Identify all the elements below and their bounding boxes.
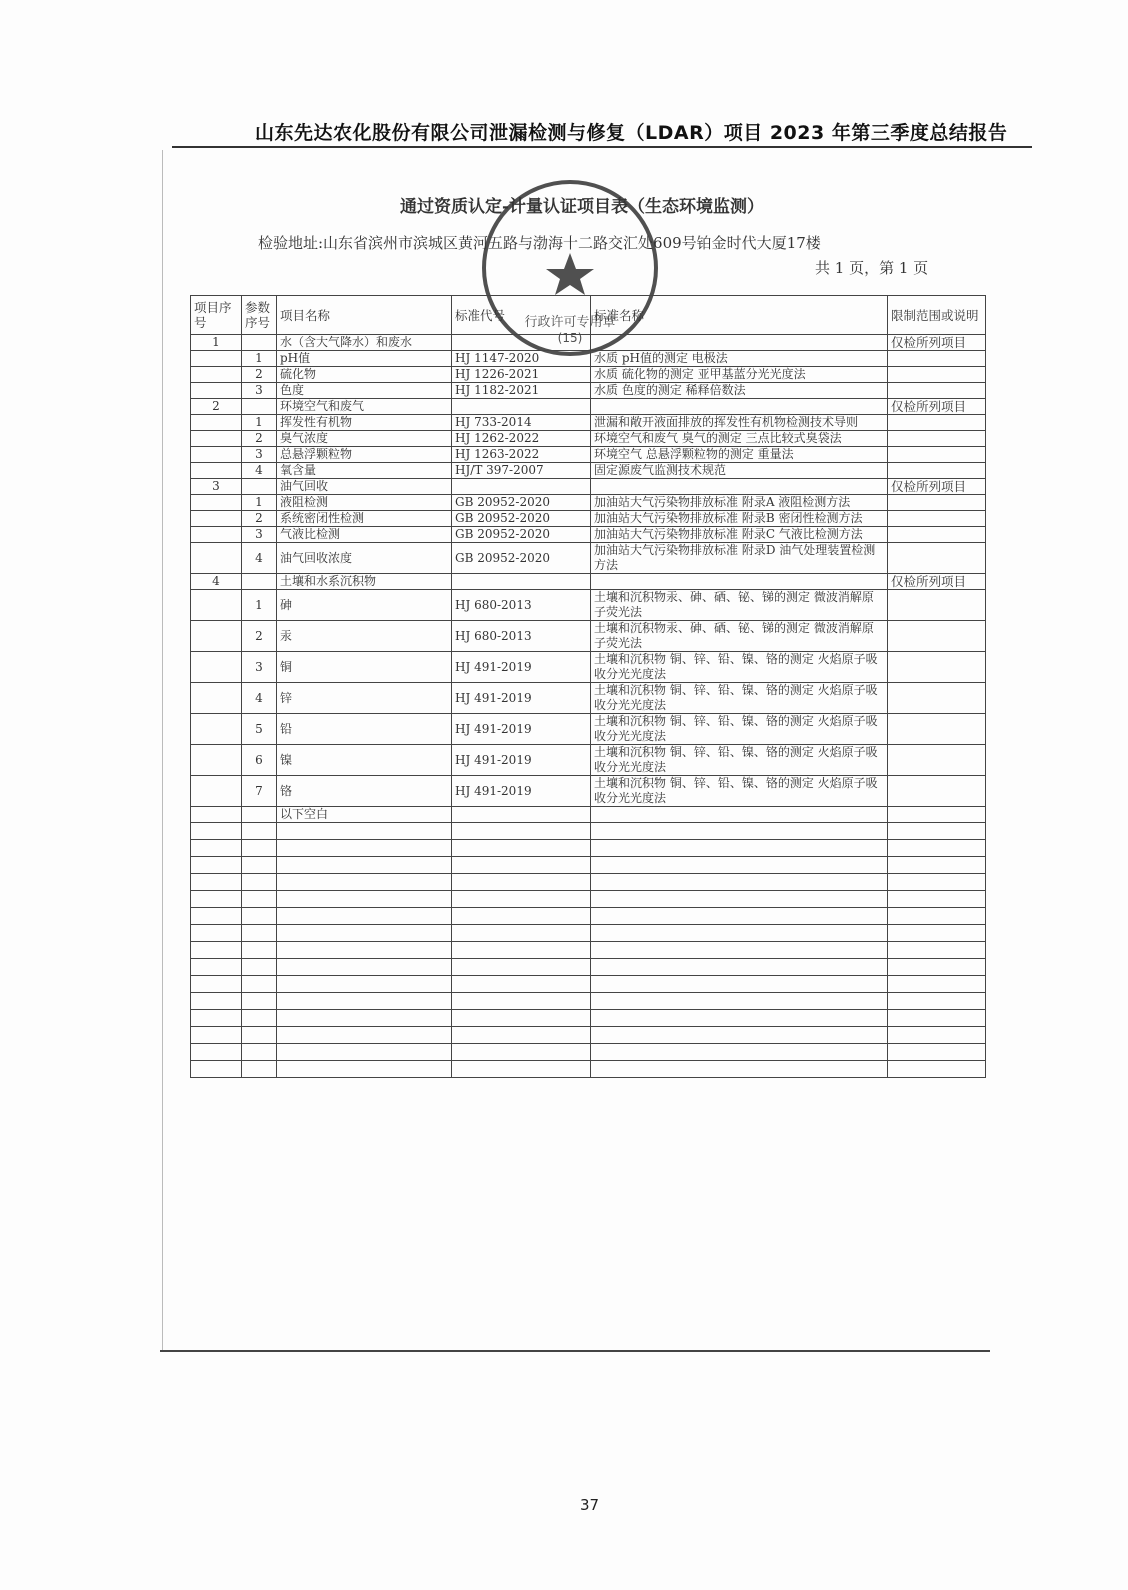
- empty-cell: [888, 840, 986, 857]
- empty-table-row: [191, 976, 986, 993]
- cell-param-no: [242, 399, 277, 415]
- cell-item-name: 系统密闭性检测: [277, 511, 452, 527]
- cell-limit-scope: [888, 351, 986, 367]
- cell-item-no: [191, 463, 242, 479]
- cell-limit-scope: [888, 776, 986, 807]
- cell-param-no: 1: [242, 495, 277, 511]
- cell-item-no: [191, 621, 242, 652]
- empty-cell: [277, 942, 452, 959]
- empty-cell: [242, 908, 277, 925]
- empty-cell: [452, 823, 591, 840]
- cell-standard-name: 环境空气 总悬浮颗粒物的测定 重量法: [591, 447, 888, 463]
- header-item-name: 项目名称: [277, 296, 452, 335]
- cell-item-name: 硫化物: [277, 367, 452, 383]
- cell-standard-code: HJ/T 397-2007: [452, 463, 591, 479]
- empty-cell: [591, 874, 888, 891]
- cell-standard-code: [452, 335, 591, 351]
- cell-standard-code: [452, 399, 591, 415]
- empty-table-row: [191, 925, 986, 942]
- empty-cell: [191, 976, 242, 993]
- header-param-no: 参数序号: [242, 296, 277, 335]
- header-limit-scope: 限制范围或说明: [888, 296, 986, 335]
- cell-item-name: 砷: [277, 590, 452, 621]
- cell-standard-code: HJ 1147-2020: [452, 351, 591, 367]
- table-row: [191, 447, 986, 463]
- table-row: [191, 590, 986, 621]
- cell-standard-name: [591, 807, 888, 823]
- empty-cell: [277, 1044, 452, 1061]
- empty-cell: [591, 840, 888, 857]
- empty-cell: [242, 857, 277, 874]
- cell-standard-code: GB 20952-2020: [452, 543, 591, 574]
- cell-standard-code: HJ 491-2019: [452, 745, 591, 776]
- table-row: [191, 745, 986, 776]
- empty-cell: [591, 1027, 888, 1044]
- cell-item-no: 1: [191, 335, 242, 351]
- cell-standard-name: 土壤和沉积物 铜、锌、铅、镍、铬的测定 火焰原子吸收分光光度法: [591, 652, 888, 683]
- table-row: [191, 415, 986, 431]
- empty-cell: [277, 1061, 452, 1078]
- empty-table-row: [191, 891, 986, 908]
- table-row: [191, 652, 986, 683]
- empty-cell: [277, 925, 452, 942]
- cell-param-no: 5: [242, 714, 277, 745]
- table-row: [191, 383, 986, 399]
- cell-item-no: [191, 745, 242, 776]
- cell-item-no: [191, 511, 242, 527]
- cell-standard-code: GB 20952-2020: [452, 495, 591, 511]
- cell-item-name: 气液比检测: [277, 527, 452, 543]
- cell-item-no: [191, 415, 242, 431]
- empty-cell: [191, 925, 242, 942]
- cell-item-name: 油气回收浓度: [277, 543, 452, 574]
- cell-limit-scope: [888, 745, 986, 776]
- empty-cell: [277, 840, 452, 857]
- empty-cell: [277, 908, 452, 925]
- cell-limit-scope: [888, 807, 986, 823]
- cell-limit-scope: [888, 511, 986, 527]
- empty-table-row: [191, 942, 986, 959]
- empty-cell: [242, 1010, 277, 1027]
- empty-cell: [452, 993, 591, 1010]
- cell-limit-scope: 仅检所列项目: [888, 574, 986, 590]
- cell-limit-scope: [888, 590, 986, 621]
- cell-item-name: 镍: [277, 745, 452, 776]
- empty-cell: [191, 1010, 242, 1027]
- cell-standard-name: 水质 色度的测定 稀释倍数法: [591, 383, 888, 399]
- empty-cell: [888, 1027, 986, 1044]
- cell-param-no: 2: [242, 511, 277, 527]
- empty-cell: [277, 823, 452, 840]
- empty-cell: [591, 1010, 888, 1027]
- scan-edge-line: [162, 150, 163, 1350]
- empty-table-row: [191, 1061, 986, 1078]
- cell-param-no: 2: [242, 621, 277, 652]
- empty-cell: [591, 925, 888, 942]
- cell-limit-scope: [888, 431, 986, 447]
- cell-item-no: [191, 543, 242, 574]
- empty-cell: [191, 823, 242, 840]
- empty-cell: [888, 1061, 986, 1078]
- empty-cell: [591, 1044, 888, 1061]
- cell-standard-name: 加油站大气污染物排放标准 附录A 液阻检测方法: [591, 495, 888, 511]
- cell-limit-scope: [888, 621, 986, 652]
- empty-cell: [591, 942, 888, 959]
- empty-cell: [888, 942, 986, 959]
- cell-item-name: pH值: [277, 351, 452, 367]
- cell-standard-code: HJ 1263-2022: [452, 447, 591, 463]
- cell-item-name: 以下空白: [277, 807, 452, 823]
- empty-cell: [277, 993, 452, 1010]
- cell-item-no: [191, 683, 242, 714]
- cell-item-name: 铜: [277, 652, 452, 683]
- cell-standard-code: HJ 1182-2021: [452, 383, 591, 399]
- empty-cell: [191, 874, 242, 891]
- empty-cell: [591, 823, 888, 840]
- empty-cell: [452, 857, 591, 874]
- cell-standard-code: HJ 491-2019: [452, 683, 591, 714]
- cell-standard-code: [452, 574, 591, 590]
- report-header: 山东先达农化股份有限公司泄漏检测与修复（LDAR）项目 2023 年第三季度总结报告: [255, 122, 1008, 144]
- empty-cell: [452, 1027, 591, 1044]
- table-row: [191, 479, 986, 495]
- document-title: 通过资质认定-计量认证项目表（生态环境监测）: [400, 197, 765, 217]
- table-row: [191, 543, 986, 574]
- table-row: [191, 714, 986, 745]
- cell-standard-name: 水质 硫化物的测定 亚甲基蓝分光光度法: [591, 367, 888, 383]
- cell-item-name: 水（含大气降水）和废水: [277, 335, 452, 351]
- empty-cell: [191, 1027, 242, 1044]
- table-row: [191, 807, 986, 823]
- cell-item-no: 2: [191, 399, 242, 415]
- empty-cell: [191, 1044, 242, 1061]
- cell-standard-name: 土壤和沉积物 铜、锌、铅、镍、铬的测定 火焰原子吸收分光光度法: [591, 745, 888, 776]
- cell-limit-scope: 仅检所列项目: [888, 479, 986, 495]
- cell-item-no: [191, 383, 242, 399]
- cell-item-name: 油气回收: [277, 479, 452, 495]
- cell-param-no: 3: [242, 383, 277, 399]
- cell-limit-scope: 仅检所列项目: [888, 335, 986, 351]
- cell-param-no: [242, 807, 277, 823]
- header-divider: [172, 146, 1032, 148]
- cell-item-no: [191, 367, 242, 383]
- empty-cell: [277, 959, 452, 976]
- empty-cell: [277, 891, 452, 908]
- cell-standard-code: HJ 680-2013: [452, 621, 591, 652]
- empty-cell: [452, 1061, 591, 1078]
- empty-cell: [452, 874, 591, 891]
- empty-cell: [191, 891, 242, 908]
- empty-table-row: [191, 1027, 986, 1044]
- empty-cell: [591, 959, 888, 976]
- cell-param-no: 1: [242, 415, 277, 431]
- cell-item-name: 氧含量: [277, 463, 452, 479]
- empty-cell: [888, 993, 986, 1010]
- cell-item-no: [191, 652, 242, 683]
- cell-param-no: 3: [242, 652, 277, 683]
- empty-cell: [591, 908, 888, 925]
- empty-cell: [888, 908, 986, 925]
- empty-cell: [242, 976, 277, 993]
- cell-item-no: [191, 447, 242, 463]
- cell-limit-scope: [888, 367, 986, 383]
- cell-param-no: 4: [242, 543, 277, 574]
- cell-param-no: 4: [242, 463, 277, 479]
- table-row: [191, 574, 986, 590]
- cell-item-name: 铅: [277, 714, 452, 745]
- cell-item-name: 总悬浮颗粒物: [277, 447, 452, 463]
- cell-param-no: [242, 335, 277, 351]
- cell-standard-name: 固定源废气监测技术规范: [591, 463, 888, 479]
- cell-standard-name: 环境空气和废气 臭气的测定 三点比较式臭袋法: [591, 431, 888, 447]
- cell-standard-name: 水质 pH值的测定 电极法: [591, 351, 888, 367]
- empty-table-row: [191, 993, 986, 1010]
- empty-cell: [888, 891, 986, 908]
- empty-cell: [277, 1010, 452, 1027]
- cell-standard-code: [452, 807, 591, 823]
- cell-item-name: 环境空气和废气: [277, 399, 452, 415]
- empty-cell: [591, 976, 888, 993]
- cell-item-no: [191, 714, 242, 745]
- empty-cell: [452, 1010, 591, 1027]
- empty-cell: [277, 976, 452, 993]
- empty-cell: [242, 925, 277, 942]
- empty-cell: [242, 891, 277, 908]
- empty-cell: [452, 942, 591, 959]
- cell-standard-name: 加油站大气污染物排放标准 附录B 密闭性检测方法: [591, 511, 888, 527]
- cell-param-no: [242, 479, 277, 495]
- table-row: [191, 621, 986, 652]
- cell-standard-name: 土壤和沉积物 铜、锌、铅、镍、铬的测定 火焰原子吸收分光光度法: [591, 714, 888, 745]
- empty-cell: [452, 959, 591, 976]
- empty-cell: [191, 857, 242, 874]
- cell-standard-name: [591, 335, 888, 351]
- svg-text:行政许可专用章: 行政许可专用章: [524, 315, 616, 330]
- cell-standard-code: GB 20952-2020: [452, 527, 591, 543]
- cell-item-no: 3: [191, 479, 242, 495]
- empty-cell: [888, 823, 986, 840]
- cell-standard-name: 土壤和沉积物汞、砷、硒、铋、锑的测定 微波消解原子荧光法: [591, 590, 888, 621]
- cell-limit-scope: [888, 527, 986, 543]
- empty-cell: [191, 1061, 242, 1078]
- cell-param-no: 3: [242, 527, 277, 543]
- empty-table-row: [191, 874, 986, 891]
- empty-cell: [277, 874, 452, 891]
- table-row: [191, 431, 986, 447]
- empty-cell: [452, 840, 591, 857]
- cell-item-name: 铬: [277, 776, 452, 807]
- cell-item-name: 汞: [277, 621, 452, 652]
- cell-standard-name: 加油站大气污染物排放标准 附录D 油气处理装置检测方法: [591, 543, 888, 574]
- cell-limit-scope: [888, 652, 986, 683]
- cell-standard-code: [452, 479, 591, 495]
- cell-standard-code: HJ 1226-2021: [452, 367, 591, 383]
- empty-cell: [242, 959, 277, 976]
- empty-cell: [242, 840, 277, 857]
- cell-standard-name: 加油站大气污染物排放标准 附录C 气液比检测方法: [591, 527, 888, 543]
- table-row: [191, 683, 986, 714]
- table-row: [191, 776, 986, 807]
- empty-cell: [452, 1044, 591, 1061]
- empty-table-row: [191, 857, 986, 874]
- header-standard-code: 标准代号: [452, 296, 591, 335]
- empty-cell: [591, 1061, 888, 1078]
- cell-standard-name: 土壤和沉积物汞、砷、硒、铋、锑的测定 微波消解原子荧光法: [591, 621, 888, 652]
- empty-cell: [191, 942, 242, 959]
- empty-cell: [191, 840, 242, 857]
- empty-cell: [591, 993, 888, 1010]
- page-count: 共 1 页，第 1 页: [815, 259, 929, 277]
- cell-param-no: 2: [242, 431, 277, 447]
- empty-cell: [591, 891, 888, 908]
- cell-param-no: 1: [242, 590, 277, 621]
- cell-standard-name: [591, 479, 888, 495]
- header-standard-name: 标准名称: [591, 296, 888, 335]
- cell-param-no: 3: [242, 447, 277, 463]
- empty-cell: [452, 925, 591, 942]
- cell-standard-name: 泄漏和敞开液面排放的挥发性有机物检测技术导则: [591, 415, 888, 431]
- empty-cell: [242, 1044, 277, 1061]
- table-header-row: [191, 296, 986, 335]
- empty-cell: [888, 959, 986, 976]
- empty-cell: [242, 1027, 277, 1044]
- inspection-address: 检验地址:山东省滨州市滨城区黄河五路与渤海十二路交汇处609号铂金时代大厦17楼: [258, 234, 821, 252]
- empty-cell: [242, 823, 277, 840]
- cell-standard-code: HJ 680-2013: [452, 590, 591, 621]
- cell-limit-scope: [888, 714, 986, 745]
- empty-cell: [452, 976, 591, 993]
- cell-item-name: 臭气浓度: [277, 431, 452, 447]
- table-row: [191, 399, 986, 415]
- cell-standard-name: [591, 399, 888, 415]
- cell-limit-scope: [888, 415, 986, 431]
- empty-cell: [242, 942, 277, 959]
- empty-cell: [191, 959, 242, 976]
- cell-standard-name: 土壤和沉积物 铜、锌、铅、镍、铬的测定 火焰原子吸收分光光度法: [591, 683, 888, 714]
- empty-table-row: [191, 908, 986, 925]
- empty-cell: [242, 993, 277, 1010]
- page-number: 37: [580, 1496, 600, 1514]
- table-row: [191, 463, 986, 479]
- empty-cell: [452, 891, 591, 908]
- cell-item-no: [191, 807, 242, 823]
- empty-cell: [888, 976, 986, 993]
- table-row: [191, 511, 986, 527]
- table-row: [191, 335, 986, 351]
- empty-table-row: [191, 959, 986, 976]
- cell-param-no: [242, 574, 277, 590]
- cell-limit-scope: [888, 543, 986, 574]
- empty-cell: [888, 857, 986, 874]
- cell-param-no: 2: [242, 367, 277, 383]
- svg-text:(15): (15): [557, 331, 583, 345]
- cell-item-name: 挥发性有机物: [277, 415, 452, 431]
- accreditation-table: [190, 295, 986, 1078]
- cell-limit-scope: [888, 683, 986, 714]
- cell-standard-code: GB 20952-2020: [452, 511, 591, 527]
- empty-cell: [591, 857, 888, 874]
- table-row: [191, 351, 986, 367]
- cell-limit-scope: [888, 495, 986, 511]
- bottom-divider: [160, 1350, 990, 1352]
- cell-standard-name: [591, 574, 888, 590]
- cell-limit-scope: [888, 447, 986, 463]
- empty-table-row: [191, 1044, 986, 1061]
- empty-cell: [277, 1027, 452, 1044]
- cell-item-name: 锌: [277, 683, 452, 714]
- table-row: [191, 367, 986, 383]
- table-row: [191, 527, 986, 543]
- empty-cell: [277, 857, 452, 874]
- empty-cell: [242, 874, 277, 891]
- cell-item-no: [191, 431, 242, 447]
- cell-standard-code: HJ 1262-2022: [452, 431, 591, 447]
- cell-item-no: 4: [191, 574, 242, 590]
- empty-cell: [888, 1044, 986, 1061]
- header-item-no: 项目序号: [191, 296, 242, 335]
- empty-cell: [191, 993, 242, 1010]
- empty-cell: [888, 1010, 986, 1027]
- cell-param-no: 7: [242, 776, 277, 807]
- empty-table-row: [191, 1010, 986, 1027]
- cell-standard-code: HJ 491-2019: [452, 652, 591, 683]
- cell-item-no: [191, 590, 242, 621]
- empty-cell: [191, 908, 242, 925]
- cell-param-no: 4: [242, 683, 277, 714]
- cell-limit-scope: 仅检所列项目: [888, 399, 986, 415]
- cell-item-name: 土壤和水系沉积物: [277, 574, 452, 590]
- cell-standard-name: 土壤和沉积物 铜、锌、铅、镍、铬的测定 火焰原子吸收分光光度法: [591, 776, 888, 807]
- cell-limit-scope: [888, 463, 986, 479]
- cell-item-no: [191, 527, 242, 543]
- empty-cell: [242, 1061, 277, 1078]
- empty-cell: [452, 908, 591, 925]
- cell-item-no: [191, 495, 242, 511]
- empty-cell: [888, 925, 986, 942]
- cell-param-no: 6: [242, 745, 277, 776]
- cell-item-no: [191, 776, 242, 807]
- empty-cell: [888, 874, 986, 891]
- cell-param-no: 1: [242, 351, 277, 367]
- empty-table-row: [191, 840, 986, 857]
- empty-table-row: [191, 823, 986, 840]
- cell-item-name: 液阻检测: [277, 495, 452, 511]
- cell-standard-code: HJ 491-2019: [452, 776, 591, 807]
- cell-limit-scope: [888, 383, 986, 399]
- table-row: [191, 495, 986, 511]
- cell-item-no: [191, 351, 242, 367]
- cell-standard-code: HJ 491-2019: [452, 714, 591, 745]
- cell-item-name: 色度: [277, 383, 452, 399]
- cell-standard-code: HJ 733-2014: [452, 415, 591, 431]
